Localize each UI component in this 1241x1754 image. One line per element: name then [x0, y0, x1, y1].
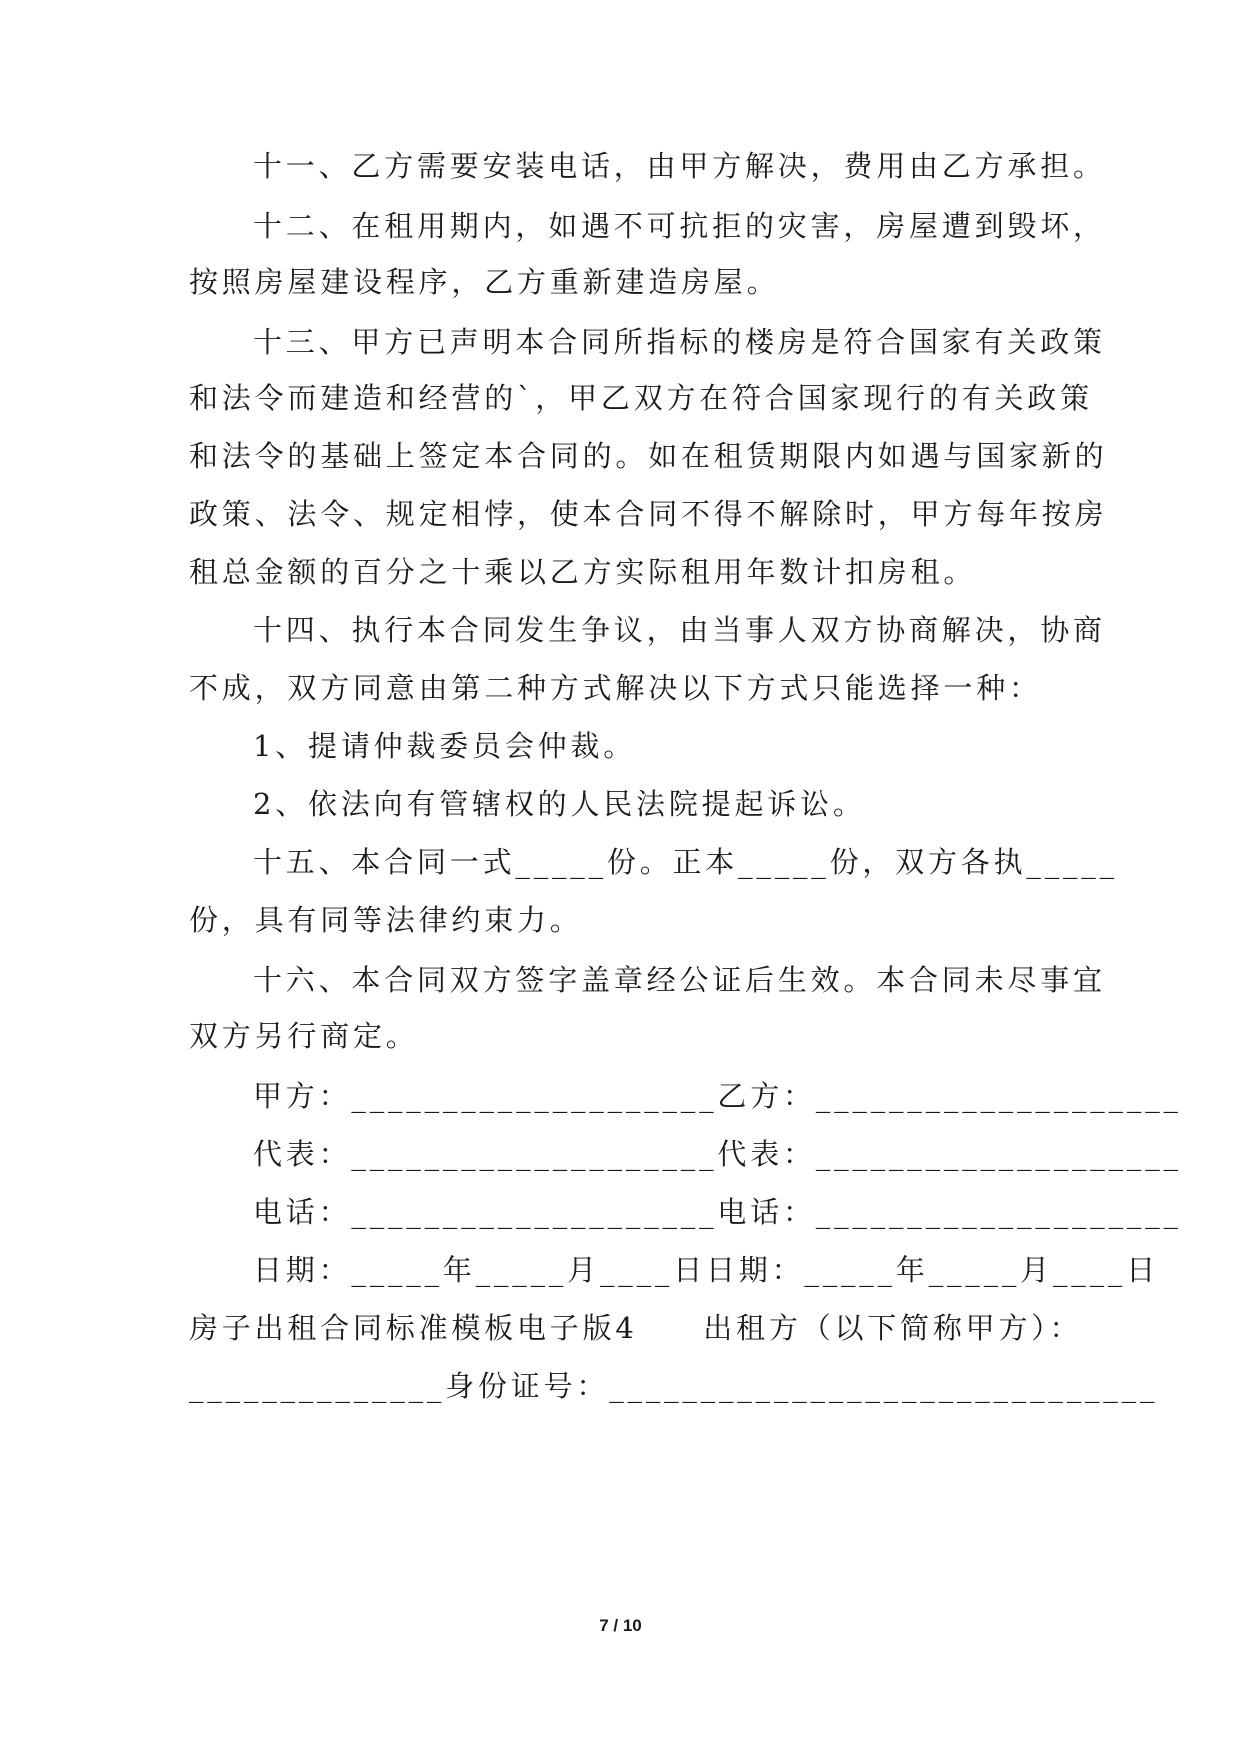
clause-15-line-2: 份，具有同等法律约束力。	[189, 903, 583, 937]
lessor-id-line: ______________身份证号：______________________________	[189, 1369, 1159, 1403]
signature-date-line: 日期：_____年_____月____日日期：_____年_____月____日	[253, 1253, 1160, 1287]
signature-phone-line: 电话：____________________电话：____________________	[253, 1195, 1182, 1229]
clause-12-line-2: 按照房屋建设程序，乙方重新建造房屋。	[189, 265, 780, 299]
clause-16-line-2: 双方另行商定。	[189, 1019, 419, 1053]
clause-15-line-1: 十五、本合同一式_____份。正本_____份，双方各执_____	[253, 845, 1118, 879]
clause-13-line-1: 十三、甲方已声明本合同所指标的楼房是符合国家有关政策	[253, 325, 1106, 359]
clause-14-line-1: 十四、执行本合同发生争议，由当事人双方协商解决，协商	[253, 613, 1106, 647]
clause-14-option-2: 2、依法向有管辖权的人民法院提起诉讼。	[253, 787, 866, 821]
clause-11-line-1: 十一、乙方需要安装电话，由甲方解决，费用由乙方承担。	[253, 149, 1106, 183]
clause-13-line-3: 和法令的基础上签定本合同的。如在租赁期限内如遇与国家新的	[189, 439, 1108, 473]
clause-14-line-2: 不成，双方同意由第二种方式解决以下方式只能选择一种：	[189, 671, 1042, 705]
clause-13-line-4: 政策、法令、规定相悖，使本合同不得不解除时，甲方每年按房	[189, 497, 1108, 531]
signature-representative-line: 代表：____________________代表：____________________	[253, 1137, 1182, 1171]
clause-13-line-2: 和法令而建造和经营的`，甲乙双方在符合国家现行的有关政策	[189, 381, 1093, 415]
clause-14-option-1: 1、提请仲裁委员会仲裁。	[253, 729, 637, 763]
next-contract-heading-line: 房子出租合同标准模板电子版4 出租方（以下简称甲方）：	[189, 1311, 1083, 1345]
clause-12-line-1: 十二、在租用期内，如遇不可抗拒的灾害，房屋遭到毁坏，	[253, 209, 1106, 243]
clause-16-line-1: 十六、本合同双方签字盖章经公证后生效。本合同未尽事宜	[253, 963, 1106, 997]
clause-13-line-5: 租总金额的百分之十乘以乙方实际租用年数计扣房租。	[189, 555, 977, 589]
signature-party-line: 甲方：____________________乙方：____________________	[253, 1079, 1182, 1113]
page-number: 7 / 10	[599, 1616, 642, 1635]
